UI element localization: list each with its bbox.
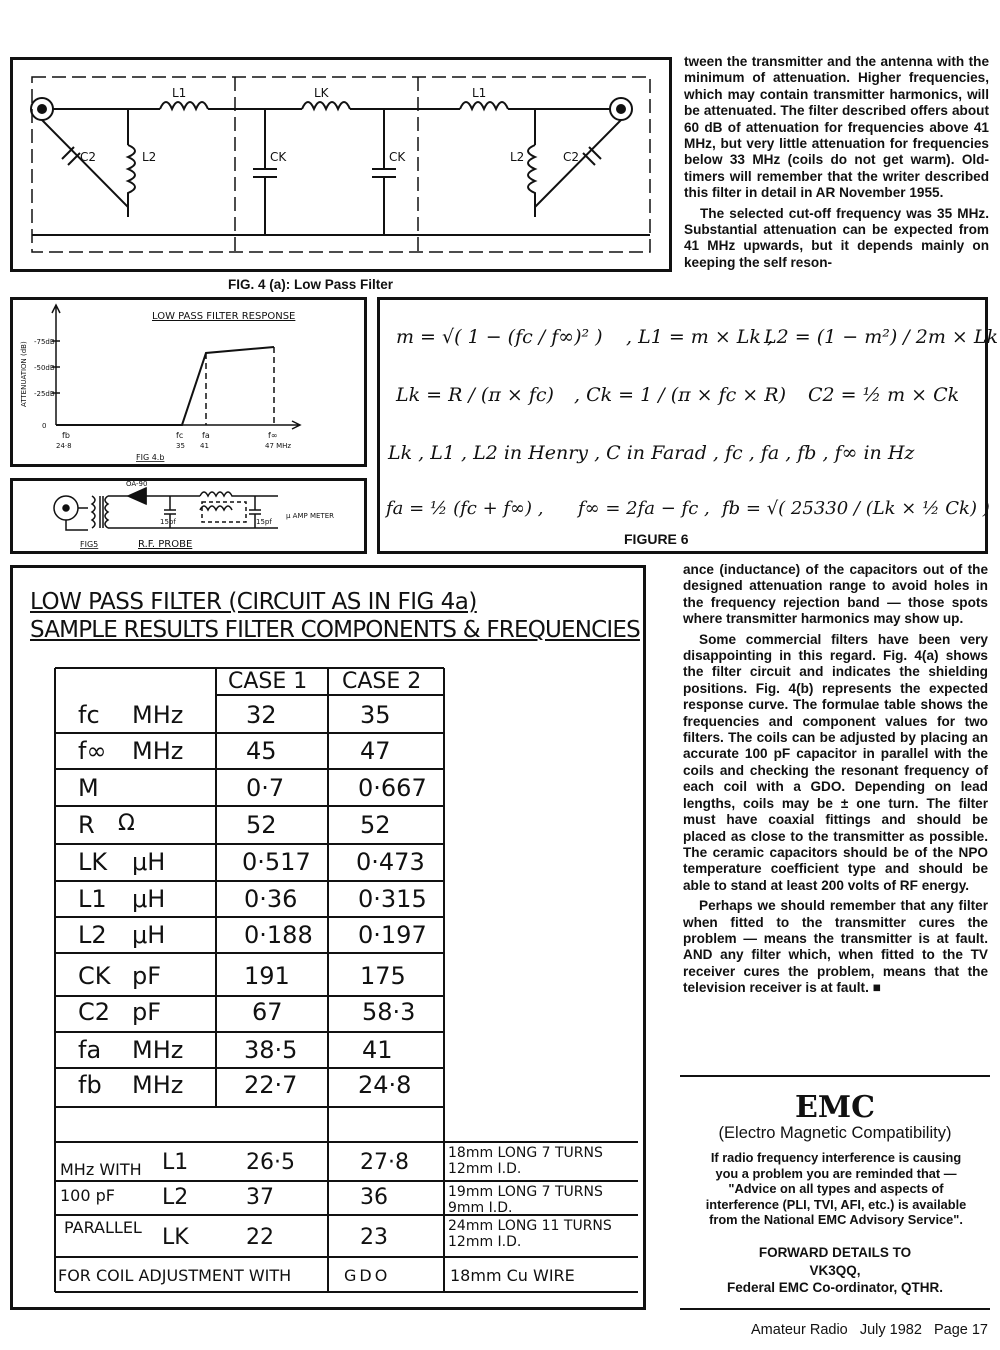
cell-case2: 47 <box>360 737 391 765</box>
coil-name: L2 <box>162 1185 189 1210</box>
coil-case1: 37 <box>246 1185 274 1210</box>
cell-unit: Ω <box>118 811 135 836</box>
cell-case1: 0·36 <box>244 885 298 913</box>
fig5-caption: R.F. PROBE <box>138 539 193 550</box>
fig5-cap1-label: 15pf <box>160 518 176 526</box>
formula-ck: , Ck = 1 / (π × fc × R) <box>574 384 786 406</box>
cell-symbol: fc <box>78 701 100 729</box>
paragraph: Perhaps we should remember that any filter when fitted to the transmitter cures the problem — means the transmitter is at fault. AND any filter which, when fitted to the TV receiver cures the problem, means that the television receiver is at fault. ■ <box>683 898 988 996</box>
coil-prefix: MHz WITH <box>60 1160 142 1179</box>
formula-fb: fb = √( 25330 / (Lk × ½ Ck) ) <box>722 498 990 519</box>
text-column-bottom <box>683 562 988 1001</box>
cell-case2: 35 <box>360 701 391 729</box>
formula-l2: L2 = (1 − m²) / 2m × Lk <box>764 326 998 348</box>
coil-note: 24mm LONG 11 TURNS <box>448 1218 612 1234</box>
paragraph: Some commercial filters have been very disappointing in this regard. Fig. 4(a) shows the filter circuit and indicates the shielding positions. Fig. 4(b) represents the expected response curve. The formulae table shows the frequencies and component values for two filters. The coils can be adjusted by placing an accurate 100 pF capacitor in parallel with the coils and checking the resonant frequency of each coil with a GDO. Depending on lead lengths, coils may be ± one turn. The filter must have coaxial fittings and should be placed as close to the transmitter as possible. The ceramic capacitors should be of the NPO temperature coefficient type and should be able to stand at least 200 volts of RF energy. <box>683 631 988 893</box>
cell-unit: μH <box>132 921 166 949</box>
emc-rule-bottom <box>680 1308 990 1310</box>
cell-case2: 52 <box>360 811 391 839</box>
emc-rule-top <box>680 1075 990 1077</box>
paragraph: The selected cut-off frequency was 35 MHz. Substantial attenuation can be expected from 41 MHz upwards, but it depends mainly on keeping the self reson- <box>684 205 989 270</box>
emc-subtitle: (Electro Magnetic Compatibility) <box>718 1124 952 1142</box>
fig4b-caption: FIG 4.b <box>136 453 165 462</box>
cell-unit: pF <box>132 962 162 990</box>
figure6-caption: FIGURE 6 <box>624 531 689 547</box>
coil-name: LK <box>162 1225 189 1250</box>
fig4a-label-l2-left: L2 <box>142 150 157 164</box>
coil-note: 19mm LONG 7 TURNS <box>448 1184 603 1200</box>
coil-note: 12mm I.D. <box>448 1161 522 1177</box>
cell-symbol: f∞ <box>78 737 107 765</box>
cell-case1: 38·5 <box>244 1036 298 1064</box>
cell-case1: 32 <box>246 701 277 729</box>
coil-note: 9mm I.D. <box>448 1200 513 1216</box>
footer-row-gdo: GDO <box>344 1266 391 1285</box>
fig4b-ytick: -50dB <box>34 364 55 372</box>
coil-case1: 22 <box>246 1225 274 1250</box>
cell-case1: 0·7 <box>246 774 285 802</box>
paragraph: ance (inductance) of the capacitors out of the designed attenuation range to avoid holes in the frequency rejection band — those spots where transmitter harmonics may show up. <box>683 562 988 627</box>
fig4b-xtick-bottom: 35 <box>176 442 185 450</box>
cell-case1: 0·188 <box>244 921 313 949</box>
fig5-meter-label: μ AMP METER <box>286 512 334 520</box>
cell-case2: 0·667 <box>358 774 427 802</box>
fig4b-xtick-bottom: 41 <box>200 442 209 450</box>
formula-fa: fa = ½ (fc + f∞) , <box>386 498 544 519</box>
cell-symbol: fa <box>78 1036 102 1064</box>
formula-m: m = √( 1 − (fc / f∞)² ) <box>396 326 603 348</box>
fig4a-label-ck-left: CK <box>270 150 287 164</box>
cell-case2: 24·8 <box>358 1071 412 1099</box>
table-header-case1: CASE 1 <box>228 669 308 694</box>
footer-row-label: FOR COIL ADJUSTMENT WITH <box>58 1266 292 1285</box>
coil-prefix: 100 pF <box>60 1186 115 1205</box>
formula-c2: C2 = ½ m × Ck <box>808 384 960 406</box>
cell-symbol: CK <box>78 962 111 990</box>
cell-unit: MHz <box>132 1036 184 1064</box>
coil-case2: 23 <box>360 1225 388 1250</box>
fig4a-label-l2-right: L2 <box>510 150 525 164</box>
cell-unit: MHz <box>132 737 184 765</box>
fig4b-ytick: 0 <box>42 422 47 430</box>
fig5-diode-label: OA-90 <box>126 480 148 488</box>
cell-case1: 22·7 <box>244 1071 298 1099</box>
cell-case2: 41 <box>362 1036 393 1064</box>
cell-case2: 0·315 <box>358 885 427 913</box>
cell-case2: 0·197 <box>358 921 427 949</box>
emc-title: EMC <box>795 1090 875 1125</box>
cell-case1: 191 <box>244 962 290 990</box>
table-header-case2: CASE 2 <box>342 669 422 694</box>
fig4a-label-c2-right: C2 <box>563 150 580 164</box>
fig4a-caption: FIG. 4 (a): Low Pass Filter <box>228 277 394 292</box>
emc-body: If radio frequency interference is causing you a problem you are reminded that — "Advice on all types and aspects of interference (PLI, TVI, AFI, etc.) is available from the National EMC Advisory Service". <box>705 1150 967 1227</box>
cell-symbol: C2 <box>78 998 111 1026</box>
coil-case2: 27·8 <box>360 1150 409 1175</box>
fig5-cap2-label: 15pf <box>256 518 272 526</box>
formula-finf: f∞ = 2fa − fc , <box>578 498 710 519</box>
fig4b-ylabel: ATTENUATION (dB) <box>20 341 28 407</box>
cell-symbol: LK <box>78 848 108 876</box>
cell-unit: MHz <box>132 701 184 729</box>
emc-coordinator: Federal EMC Co-ordinator, QTHR. <box>726 1280 943 1295</box>
cell-symbol: fb <box>78 1071 102 1099</box>
cell-case2: 58·3 <box>362 998 416 1026</box>
table-title-1: LOW PASS FILTER (CIRCUIT AS IN FIG 4a) <box>30 589 477 615</box>
fig4a-label-ck-right: CK <box>389 150 406 164</box>
cell-unit: pF <box>132 998 162 1026</box>
fig4a-label-l1-left: L1 <box>172 86 187 100</box>
coil-note: 12mm I.D. <box>448 1234 522 1250</box>
coil-prefix: PARALLEL <box>64 1218 142 1237</box>
fig4b-xtick-top: f∞ <box>268 431 278 440</box>
fig5-figlabel: FIG5 <box>80 540 99 549</box>
cell-case1: 45 <box>246 737 277 765</box>
fig4a-label-lk: LK <box>314 86 329 100</box>
coil-case1: 26·5 <box>246 1150 295 1175</box>
page-footer: Amateur Radio July 1982 Page 17 <box>751 1322 988 1338</box>
cell-case1: 0·517 <box>242 848 311 876</box>
formula-l1: , L1 = m × Lk , <box>626 326 774 348</box>
fig4b-xtick-bottom: 47 MHz <box>265 442 292 450</box>
cell-case1: 67 <box>252 998 283 1026</box>
emc-call: VK3QQ, <box>809 1263 861 1278</box>
fig4b-xtick-bottom: 24·8 <box>56 442 72 450</box>
formula-units: Lk , L1 , L2 in Henry , C in Farad , fc , fa , fb , f∞ in Hz <box>388 442 915 464</box>
fig4a-label-l1-right: L1 <box>472 86 487 100</box>
footer-row-wire: 18mm Cu WIRE <box>450 1266 575 1285</box>
cell-symbol: L2 <box>78 921 107 949</box>
paragraph: tween the transmitter and the antenna with the minimum of attenuation. Higher frequencies, which may contain transmitter harmonics, will be attenuated. The filter described offers about 60 dB of attenuation for frequencies above 41 MHz, but very little attenuation for frequencies below 33 MHz (coils do not get warm). Old-timers will remember that the writer described this filter in detail in AR November 1955. <box>684 54 989 201</box>
formula-lk: Lk = R / (π × fc) <box>396 384 554 406</box>
cell-unit: μH <box>132 848 166 876</box>
fig4b-ytick: -25dB <box>34 390 55 398</box>
cell-symbol: M <box>78 774 99 802</box>
fig4b-xtick-top: fb <box>62 431 70 440</box>
cell-case2: 0·473 <box>356 848 425 876</box>
table-title-2: SAMPLE RESULTS FILTER COMPONENTS & FREQUENCIES <box>30 617 640 643</box>
fig4a-label-c2-left: C2 <box>80 150 97 164</box>
cell-symbol: L1 <box>78 885 107 913</box>
cell-symbol: R <box>78 811 95 839</box>
fig4b-xtick-top: fa <box>202 431 210 440</box>
cell-case1: 52 <box>246 811 277 839</box>
fig4b-ytick: -75dB <box>34 338 55 346</box>
cell-case2: 175 <box>360 962 406 990</box>
coil-note: 18mm LONG 7 TURNS <box>448 1145 603 1161</box>
fig4b-title: LOW PASS FILTER RESPONSE <box>152 311 296 322</box>
emc-forward: FORWARD DETAILS TO <box>758 1245 912 1260</box>
coil-name: L1 <box>162 1150 189 1175</box>
fig4b-xtick-top: fc <box>176 431 184 440</box>
coil-case2: 36 <box>360 1185 388 1210</box>
cell-unit: μH <box>132 885 166 913</box>
cell-unit: MHz <box>132 1071 184 1099</box>
